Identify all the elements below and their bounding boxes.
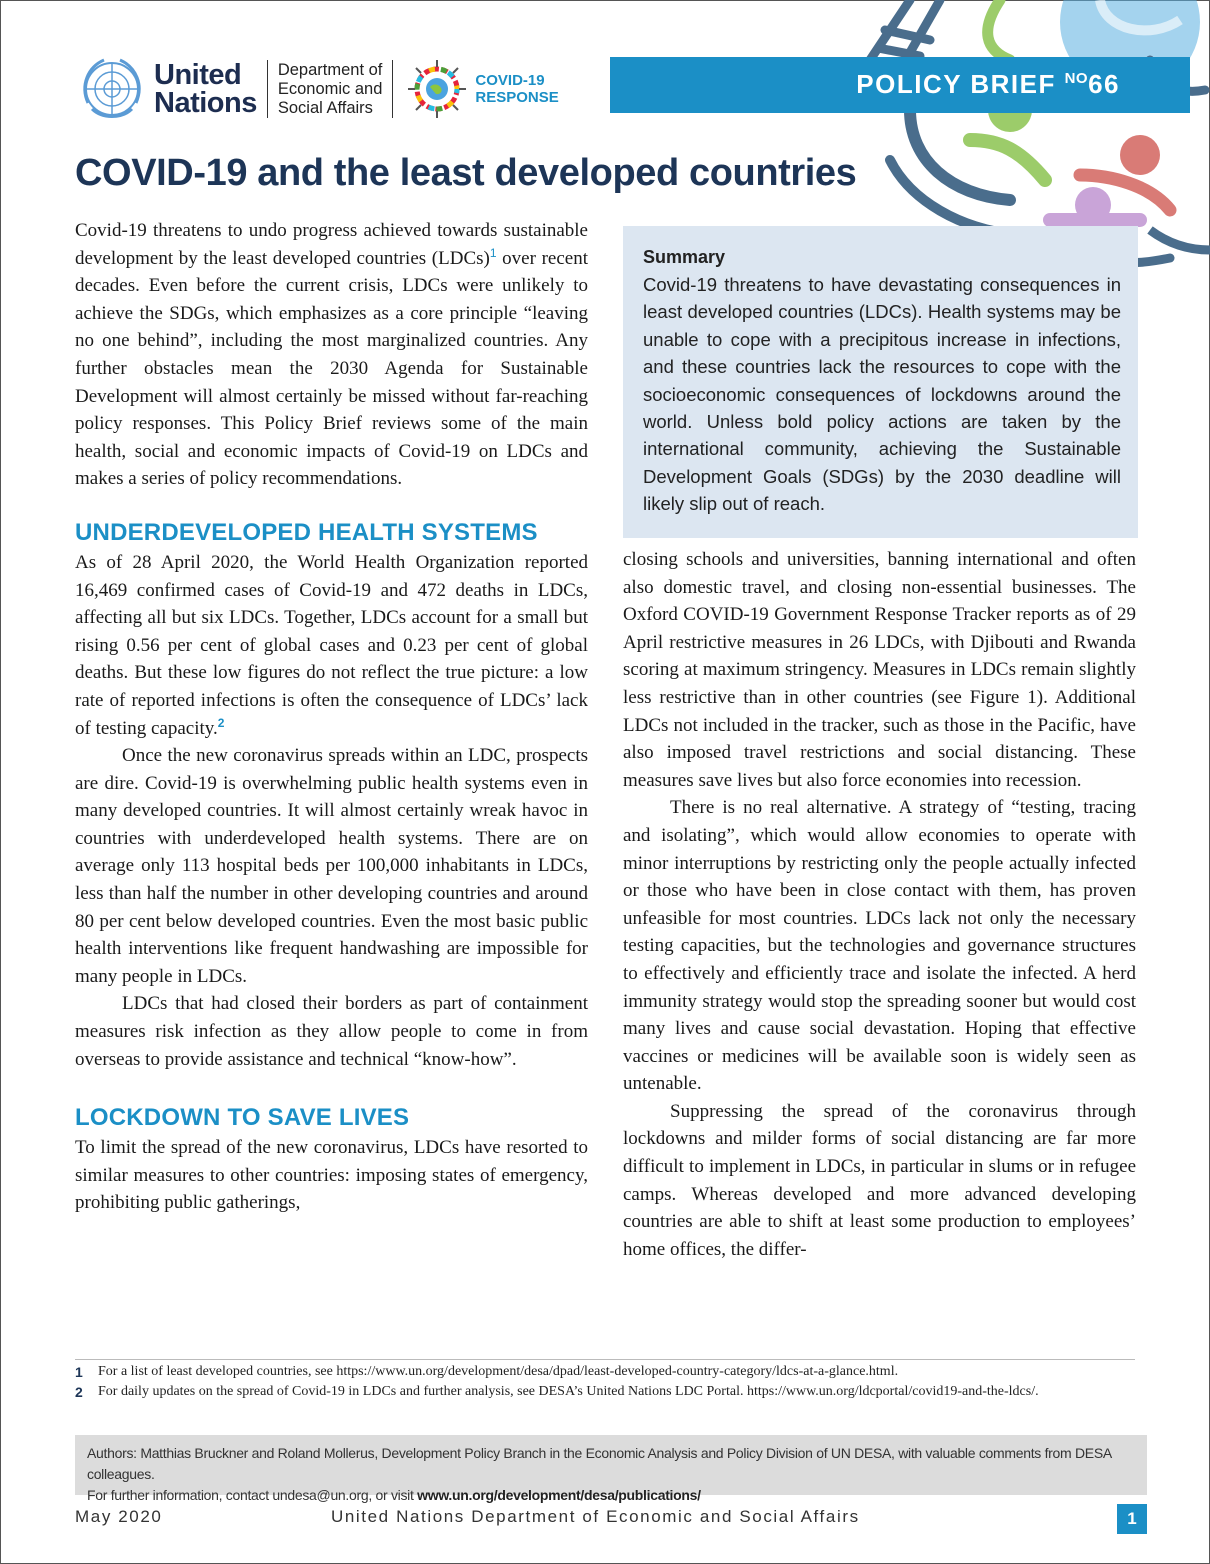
policy-brief-word: POLICY BRIEF: [856, 69, 1056, 99]
left-column: [75, 217, 588, 1217]
footnote-text: For daily updates on the spread of Covid-19 in LDCs and further analysis, see DESA’s United Nations LDC Portal. https://www.un.org/ldcportal/covid19-and-the-ldcs/.: [98, 1384, 1039, 1399]
authors-line: Authors: Matthias Bruckner and Roland Mollerus, Development Policy Branch in the Economic Analysis and Policy Division of UN DESA, with valuable comments from DESA colleagues.: [87, 1445, 1112, 1482]
summary-box: [623, 226, 1138, 538]
logo-divider: [392, 60, 393, 118]
footnote-number: 1: [75, 1364, 83, 1380]
health-paragraph-3: LDCs that had closed their borders as part of containment measures risk infection as they allow people to come in from overseas to provide assistance and technical “know-how”.: [75, 993, 588, 1070]
header-logos: [78, 54, 559, 124]
footnotes: [75, 1363, 1140, 1403]
health-p1-text: As of 28 April 2020, the World Health Organization reported 16,469 confirmed cases of Covid-19 and 472 deaths in LDCs, affecting all but six LDCs. Together, LDCs account for a small but rising 0.56 per cent of global cases and 0.23 per cent of global deaths. But these low figures do not reflect the true picture: a low rate of reported infections is often the consequence of LDCs’ lack of testing capacity.: [75, 551, 588, 739]
health-section-heading: UNDERDEVELOPED HEALTH SYSTEMS: [75, 518, 538, 546]
lockdown-paragraph-2: There is no real alternative. A strategy of “testing, tracing and isolating”, which would allow economies to operate with minor interruptions by restricting only the people actually infected or those who have been in close contact with them, has proven unfeasible for most countries. LDCs lack not only the necessary testing capacities, but the technologies and governance structures to effectively and efficiently trace and isolate the infected. A herd immunity strategy would stop the spreading sooner but would cost many lives and cause social devastation. Hoping that effective vaccines or medicines will be available soon is widely seen as untenable.: [623, 797, 1136, 1095]
footnote-number: 2: [75, 1384, 83, 1400]
lockdown-paragraph-3: Suppressing the spread of the coronavirus through lockdowns and milder forms of social distancing are far more difficult to implement in LDCs, in particular in slums or in refugee camps. Whereas developed and more advanced developing countries are able to shift at least some production to employees’ home offices, the differ-: [623, 1100, 1136, 1260]
policy-brief-label: [856, 69, 1120, 100]
desa-line1: Department of: [277, 60, 383, 79]
lockdown-paragraph-1-continued: closing schools and universities, banning international and often also domestic travel, and closing non-essential businesses. The Oxford COVID-19 Government Response Tracker reports as of 29 April restrictive measures in 26 LDCs, with Djibouti and Rwanda scoring at maximum stringency. Measures in LDCs remain slightly less restrictive than in other countries (see Figure 1). Additional LDCs not included in the tracker, such as those in the Pacific, have also imposed travel restrictions and social distancing. These measures save lives but also force economies into recession.: [623, 549, 1136, 791]
page-footer: [75, 1504, 1147, 1534]
un-wordmark-line2: Nations: [154, 87, 257, 119]
lockdown-section-heading: LOCKDOWN TO SAVE LIVES: [75, 1104, 410, 1132]
contact-line: [87, 1485, 1135, 1506]
footer-organization: United Nations Department of Economic and Social Affairs: [331, 1507, 860, 1526]
health-paragraph-1: [75, 549, 588, 742]
desa-line3: Social Affairs: [277, 98, 373, 117]
health-paragraph-2: Once the new coronavirus spreads within an LDC, prospects are dire. Covid-19 is overwhelming public health systems even in many developed countries. It will almost certainly wreak havoc in countries with underdeveloped health systems. There are on average only 113 hospital beds per 100,000 inhabitants in LDCs, less than half the number in other developing countries and around 80 per cent below developed countries. Even the most basic public health interventions like frequent handwashing are impossible for many people in LDCs.: [75, 745, 588, 987]
un-emblem-icon: [78, 55, 146, 123]
covid-response-icon: [405, 57, 469, 121]
un-wordmark: [154, 61, 257, 117]
footnote-divider: [75, 1359, 1135, 1360]
summary-text: Covid-19 threatens to have devastating consequences in least developed countries (LDCs). Health systems may be unable to cope with a precipitous increase in infections, and these countries lack the resources to cope with the socioeconomic consequences of lockdowns around the world. Unless bold policy actions are taken by the international community, achieving the Sustainable Development Goals (SDGs) by the 2030 deadline will likely slip out of reach.: [643, 274, 1121, 515]
lockdown-paragraph-1-start: To limit the spread of the new coronavirus, LDCs have resorted to similar measures to other countries: imposing states of emergency, prohibiting public gatherings,: [75, 1137, 588, 1214]
covid-line1: COVID-19: [475, 72, 545, 89]
intro-text-b: over recent decades. Even before the current crisis, LDCs were unlikely to achieve the SDGs, which emphasizes as a core principle “leaving no one behind”, including the most marginalized countries. Any further obstacles mean the 2030 Agenda for Sustainable Development will almost certainly be missed without far-reaching policy responses. This Policy Brief reviews some of the main health, social and economic impacts of Covid-19 on LDCs and makes a series of policy recommendations.: [75, 247, 588, 490]
policy-brief-banner: [610, 57, 1190, 113]
summary-heading: Summary: [643, 247, 726, 267]
page-title: COVID-19 and the least developed countries: [75, 152, 857, 194]
authors-box: [75, 1435, 1147, 1503]
footer-date: May 2020: [75, 1507, 163, 1526]
publications-link[interactable]: www.un.org/development/desa/publications/: [417, 1487, 701, 1503]
logo-divider: [267, 60, 268, 118]
desa-line2: Economic and: [277, 79, 383, 98]
page-number: 1: [1117, 1504, 1147, 1534]
footnote-item: [75, 1383, 1140, 1401]
intro-text-a: Covid-19 threatens to undo progress achieved towards sustainable development by the least developed countries (LDCs): [75, 220, 588, 269]
desa-wordmark: [278, 61, 383, 118]
un-wordmark-line1: United: [154, 59, 242, 91]
right-column: [623, 546, 1136, 1263]
intro-paragraph: [75, 217, 588, 493]
footnote-ref-2[interactable]: 2: [217, 715, 225, 730]
covid-response-wordmark: [475, 72, 558, 106]
footnote-item: [75, 1363, 1140, 1381]
footnote-ref-1[interactable]: 1: [489, 245, 497, 260]
footnote-text: For a list of least developed countries, see https://www.un.org/development/desa/dpad/least-developed-country-category/ldcs-at-a-glance.html.: [98, 1364, 899, 1379]
policy-brief-no: NO: [1064, 70, 1089, 87]
policy-brief-number: 66: [1088, 69, 1120, 99]
covid-line2: RESPONSE: [475, 89, 559, 106]
contact-prefix: For further information, contact undesa@un.org, or visit: [87, 1487, 418, 1503]
